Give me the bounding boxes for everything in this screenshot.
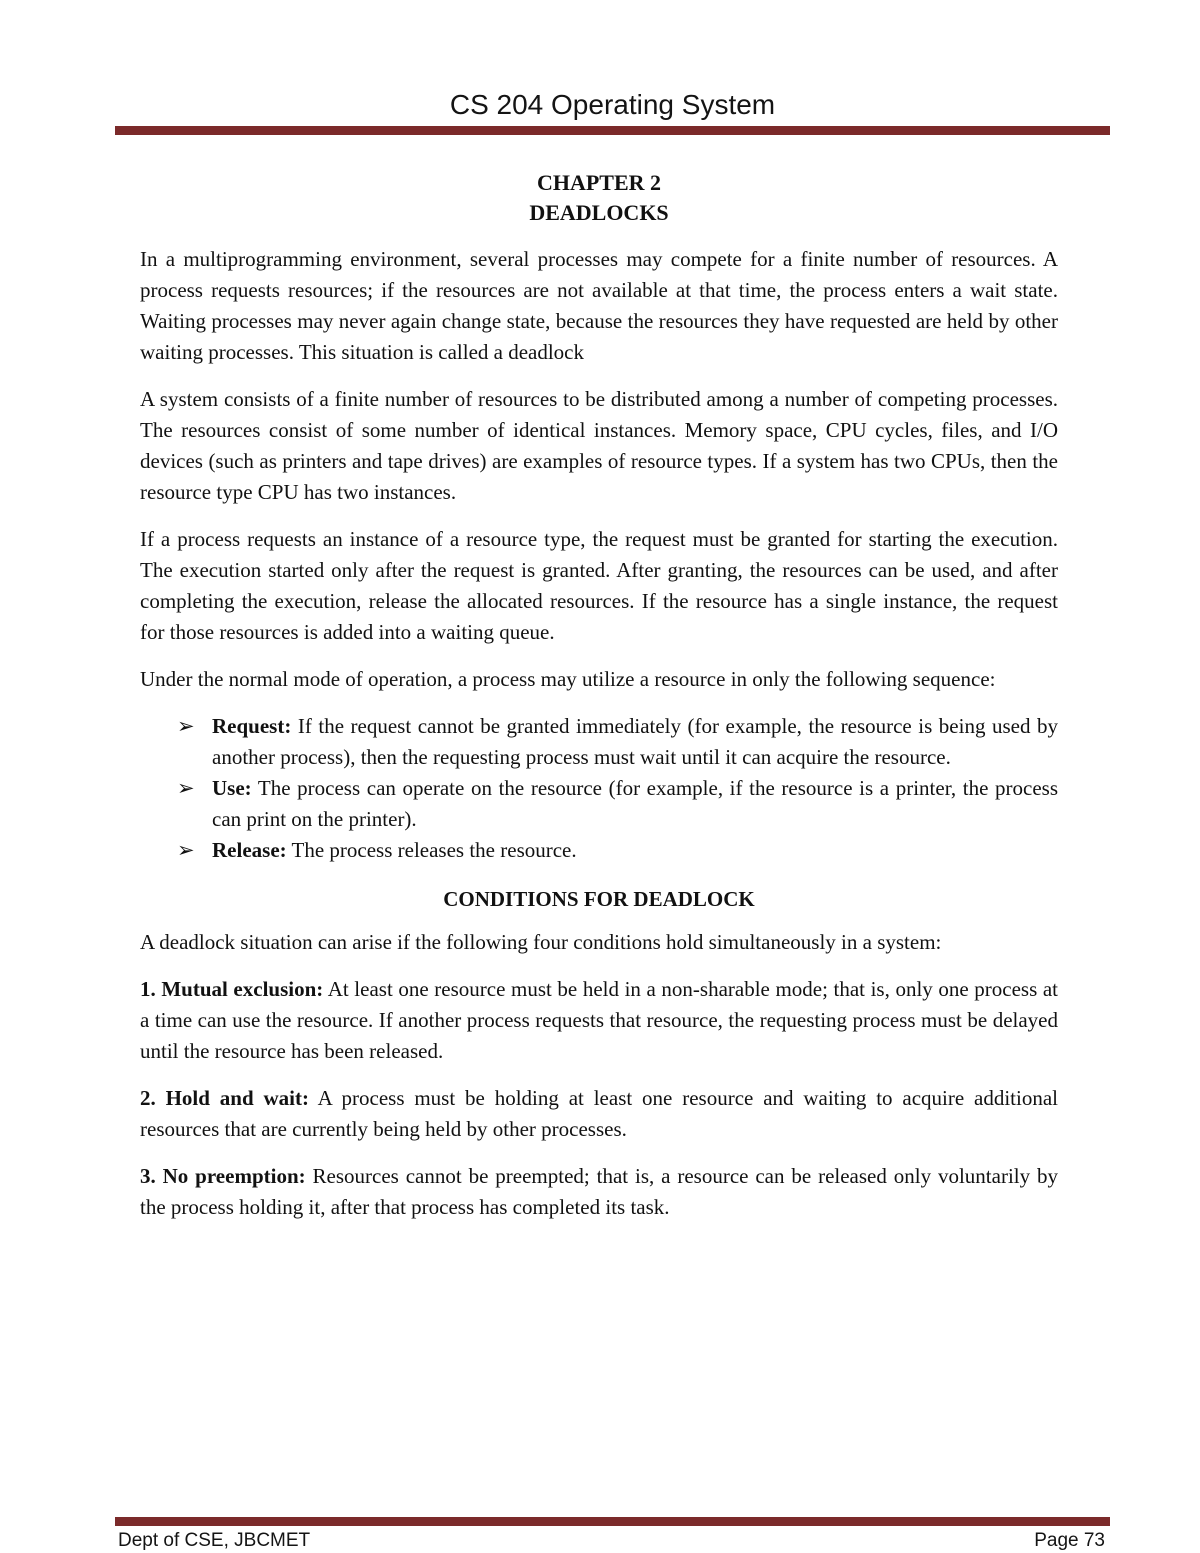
footer-department: Dept of CSE, JBCMET — [118, 1530, 311, 1551]
chapter-number: CHAPTER 2 — [536, 170, 662, 195]
section-heading: CONDITIONS FOR DEADLOCK — [443, 887, 755, 911]
list-item — [177, 711, 1058, 773]
condition-term: 2. Hold and wait: — [140, 1086, 309, 1110]
chapter-title: DEADLOCKS — [529, 200, 669, 225]
resource-usage-list — [140, 711, 1058, 866]
condition-item — [140, 1083, 1058, 1145]
item-term: Release: — [212, 838, 287, 862]
condition-text: Resources cannot be preempted; that is, a resource can be released only voluntarily by the process holding it, after that process has completed its task. — [140, 1164, 1058, 1219]
paragraph: A system consists of a finite number of resources to be distributed among a number of competing processes. The resources consist of some number of identical instances. Memory space, CPU cycles, files, and I/O devices (such as printers and tape drives) are examples of resource types. If a system has two CPUs, then the resource type CPU has two instances. — [140, 387, 1058, 504]
paragraph: Under the normal mode of operation, a process may utilize a resource in only the following sequence: — [140, 667, 996, 691]
condition-term: 3. No preemption: — [140, 1164, 306, 1188]
list-item — [177, 773, 1058, 835]
condition-item — [140, 974, 1058, 1067]
condition-term: 1. Mutual exclusion: — [140, 977, 324, 1001]
paragraph: In a multiprogramming environment, several processes may compete for a finite number of resources. A process requests resources; if the resources are not available at that time, the process enters a wait state. Waiting processes may never again change state, because the resources they have requested are held by other waiting processes. This situation is called a deadlock — [140, 247, 1058, 364]
header-rule — [115, 126, 1110, 135]
item-text: The process can operate on the resource (for example, if the resource is a printer, the process can print on the printer). — [212, 776, 1058, 831]
footer-page-number: Page 73 — [1034, 1530, 1105, 1551]
list-item — [177, 835, 1058, 866]
item-text: If the request cannot be granted immediately (for example, the resource is being used by another process), then the requesting process must wait until it can acquire the resource. — [212, 714, 1058, 769]
item-term: Use: — [212, 776, 252, 800]
paragraph: If a process requests an instance of a resource type, the request must be granted for starting the execution. The execution started only after the request is granted. After granting, the resources can be used, and after completing the execution, release the allocated resources. If the resource has a single instance, the request for those resources is added into a waiting queue. — [140, 527, 1058, 644]
arrow-bullet-icon: ➢ — [177, 776, 195, 800]
chapter-heading — [140, 168, 1058, 228]
item-text: The process releases the resource. — [286, 838, 577, 862]
section-intro: A deadlock situation can arise if the following four conditions hold simultaneously in a system: — [140, 930, 942, 954]
condition-item — [140, 1161, 1058, 1223]
condition-text: A process must be holding at least one resource and waiting to acquire additional resources that are currently being held by other processes. — [140, 1086, 1058, 1141]
arrow-bullet-icon: ➢ — [177, 838, 195, 862]
page-content — [140, 168, 1058, 1239]
footer-rule — [115, 1517, 1110, 1526]
condition-text: At least one resource must be held in a non-sharable mode; that is, only one process at a time can use the resource. If another process requests that resource, the requesting process must be delayed until the resource has been released. — [140, 977, 1058, 1063]
item-term: Request: — [212, 714, 292, 738]
arrow-bullet-icon: ➢ — [177, 714, 195, 738]
page-header-title: CS 204 Operating System — [449, 89, 776, 120]
